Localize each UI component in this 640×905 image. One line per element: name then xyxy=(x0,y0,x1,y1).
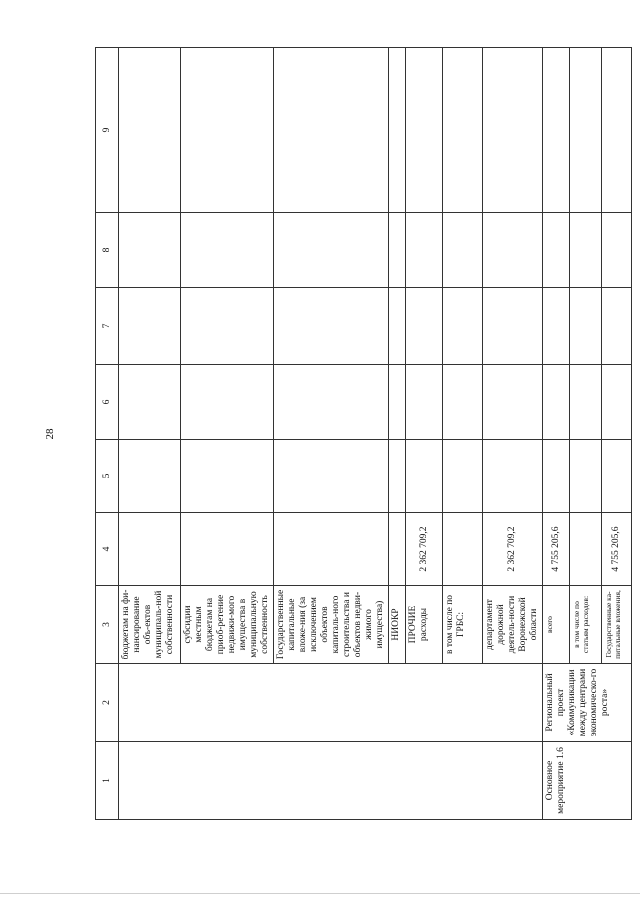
cell-amount: 2 362 709,2 xyxy=(483,513,543,586)
cell-measure-code: Основное мероприятие 1.6 xyxy=(543,742,632,820)
cell-expense-type: в том числе по ГРБС: xyxy=(443,586,483,664)
cell-expense-type: бюджетам на фи-нансирование объ-ектов муниципаль-ной собственности xyxy=(119,586,181,664)
header-cell: 7 xyxy=(96,288,119,365)
cell-col2-empty xyxy=(119,664,543,742)
header-cell: 1 xyxy=(96,742,119,820)
table-row xyxy=(543,48,570,820)
cell-amount xyxy=(389,513,406,586)
cell-amount: 4 755 205,6 xyxy=(543,513,570,586)
page-number: 28 xyxy=(44,428,56,440)
header-cell: 8 xyxy=(96,213,119,288)
cell-expense-type: субсидии местным бюджетам на приоб-ретение недвижи-мого имущества в муниципальную собственность xyxy=(181,586,274,664)
header-cell: 6 xyxy=(96,365,119,440)
scan-edge-line xyxy=(0,893,640,894)
header-cell: 4 xyxy=(96,513,119,586)
cell-expense-type: Государственные ка-питальные вложения, xyxy=(602,586,632,664)
cell-expense-type: НИОКР xyxy=(389,586,406,664)
budget-table-wrapper xyxy=(95,48,622,820)
table-header-row xyxy=(96,48,119,820)
header-cell: 9 xyxy=(96,48,119,213)
header-cell: 3 xyxy=(96,586,119,664)
cell-amount xyxy=(119,513,181,586)
cell-amount: 4 755 205,6 xyxy=(602,513,632,586)
header-cell: 5 xyxy=(96,440,119,513)
cell-amount xyxy=(181,513,274,586)
cell-amount xyxy=(570,513,602,586)
cell-col1-empty xyxy=(119,742,543,820)
header-cell: 2 xyxy=(96,664,119,742)
cell-expense-type: Государственные капитальные вложе-ния (за исключением объектов капиталь-ного строительства и объектов недви-жимого имущества) xyxy=(274,586,389,664)
cell-project-name: Региональный проект «Коммуникации между центрами экономическо-го роста» xyxy=(543,664,632,742)
cell-expense-type: всего xyxy=(543,586,570,664)
cell-amount xyxy=(443,513,483,586)
cell-expense-type: ПРОЧИЕ расходы xyxy=(406,586,443,664)
cell-expense-type: департамент дорожной деятель-ности Воронежской области xyxy=(483,586,543,664)
cell-amount: 2 362 709,2 xyxy=(406,513,443,586)
budget-table xyxy=(95,47,632,820)
cell-amount xyxy=(274,513,389,586)
cell-expense-type: в том числе по статьям расходов: xyxy=(570,586,602,664)
table-row xyxy=(119,48,181,820)
